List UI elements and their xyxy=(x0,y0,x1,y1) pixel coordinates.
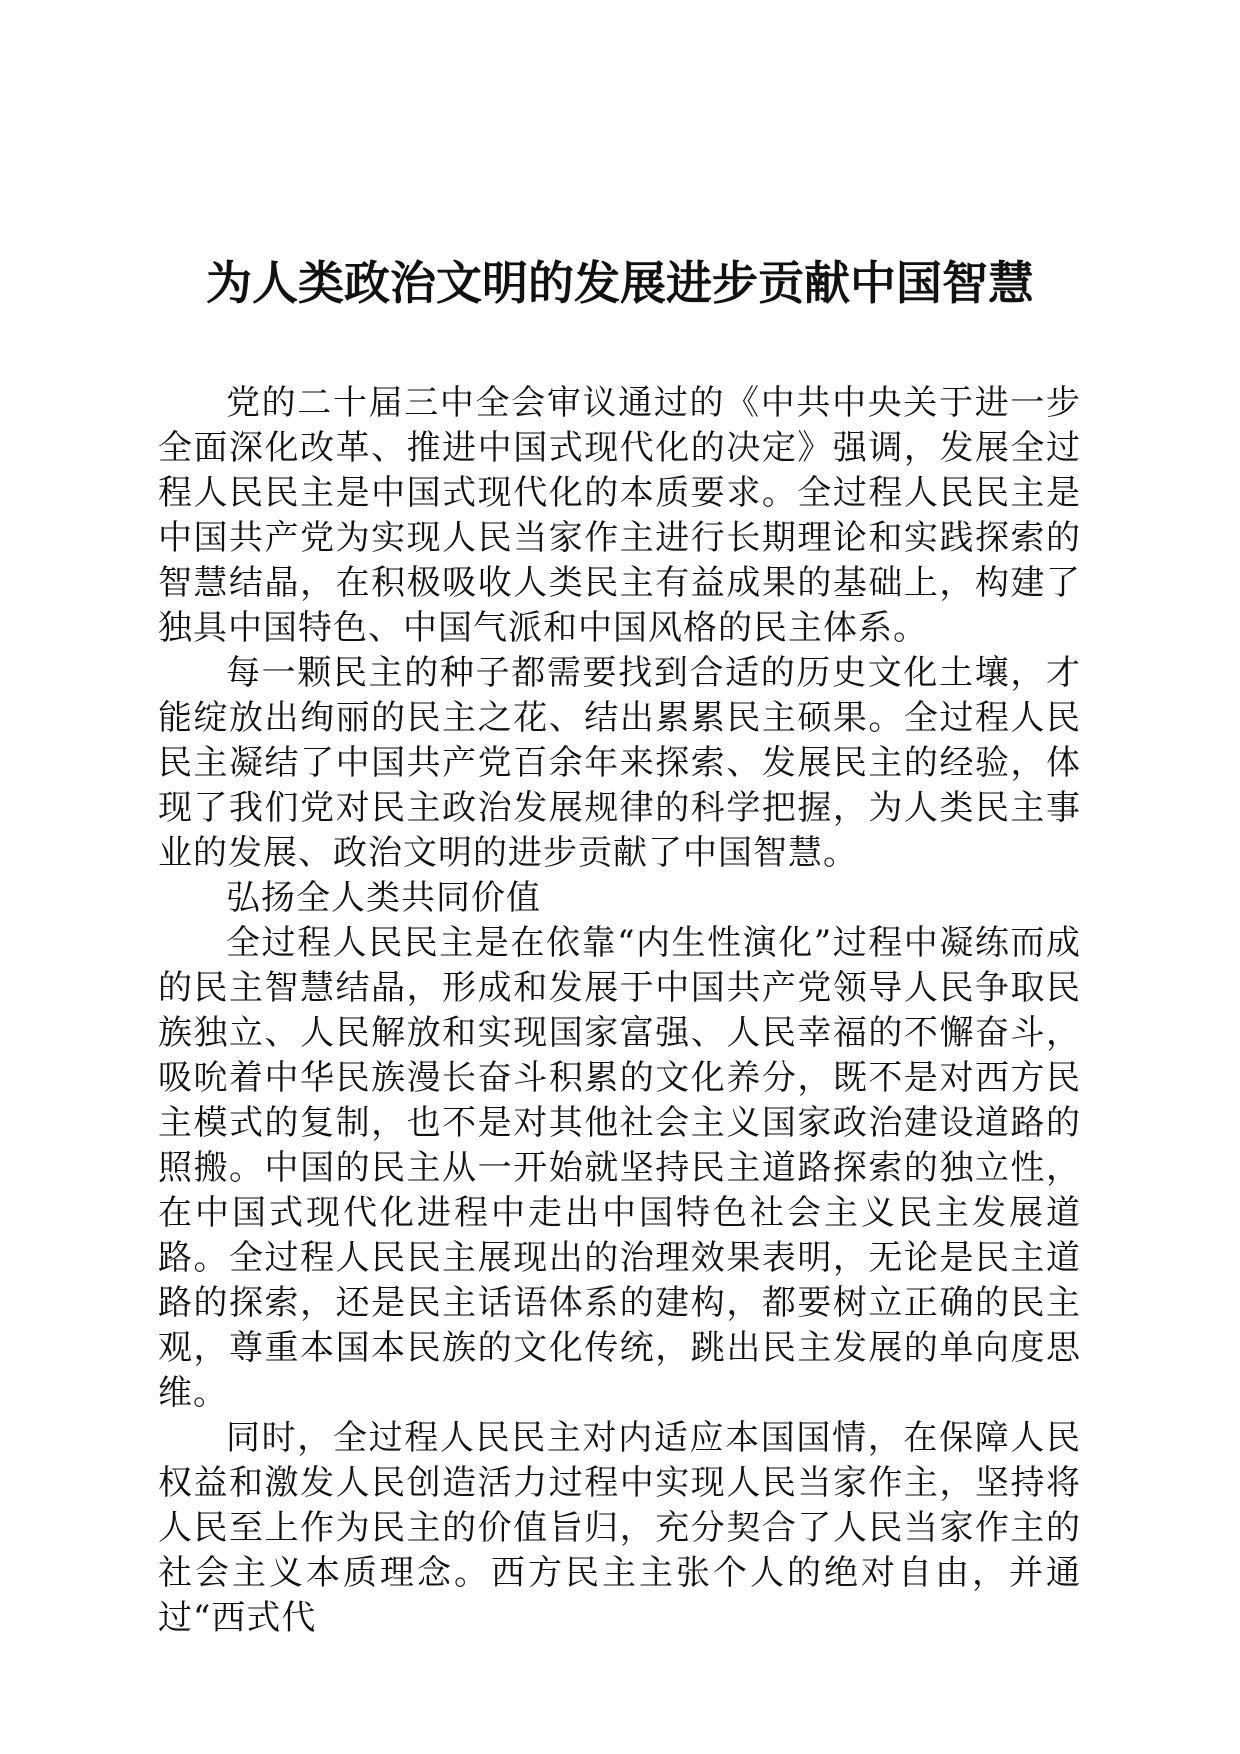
document-title: 为人类政治文明的发展进步贡献中国智慧 xyxy=(206,256,1034,310)
paragraph-2: 每一颗民主的种子都需要找到合适的历史文化土壤，才能绽放出绚丽的民主之花、结出累累民主硕果。全过程人民民主凝结了中国共产党百余年来探索、发展民主的经验，体现了我们党对民主政治发展规律的科学把握，为人类民主事业的发展、政治文明的进步贡献了中国智慧。 xyxy=(158,653,1081,873)
document-body xyxy=(158,381,1081,1641)
section-heading: 弘扬全人类共同价值 xyxy=(226,878,541,918)
paragraph-1: 党的二十届三中全会审议通过的《中共中央关于进一步全面深化改革、推进中国式现代化的决定》强调，发展全过程人民民主是中国式现代化的本质要求。全过程人民民主是中国共产党为实现人民当家作主进行长期理论和实践探索的智慧结晶，在积极吸收人类民主有益成果的基础上，构建了独具中国特色、中国气派和中国风格的民主体系。 xyxy=(158,383,1081,648)
paragraph-3: 全过程人民民主是在依靠“内生性演化”过程中凝练而成的民主智慧结晶，形成和发展于中国共产党领导人民争取民族独立、人民解放和实现国家富强、人民幸福的不懈奋斗，吸吮着中华民族漫长奋斗积累的文化养分，既不是对西方民主模式的复制，也不是对其他社会主义国家政治建设道路的照搬。中国的民主从一开始就坚持民主道路探索的独立性，在中国式现代化进程中走出中国特色社会主义民主发展道路。全过程人民民主展现出的治理效果表明，无论是民主道路的探索，还是民主话语体系的建构，都要树立正确的民主观，尊重本国本民族的文化传统，跳出民主发展的单向度思维。 xyxy=(158,923,1081,1413)
paragraph-4: 同时，全过程人民民主对内适应本国国情，在保障人民权益和激发人民创造活力过程中实现人民当家作主，坚持将人民至上作为民主的价值旨归，充分契合了人民当家作主的社会主义本质理念。西方民主主张个人的绝对自由，并通过“西式代 xyxy=(158,1418,1081,1638)
